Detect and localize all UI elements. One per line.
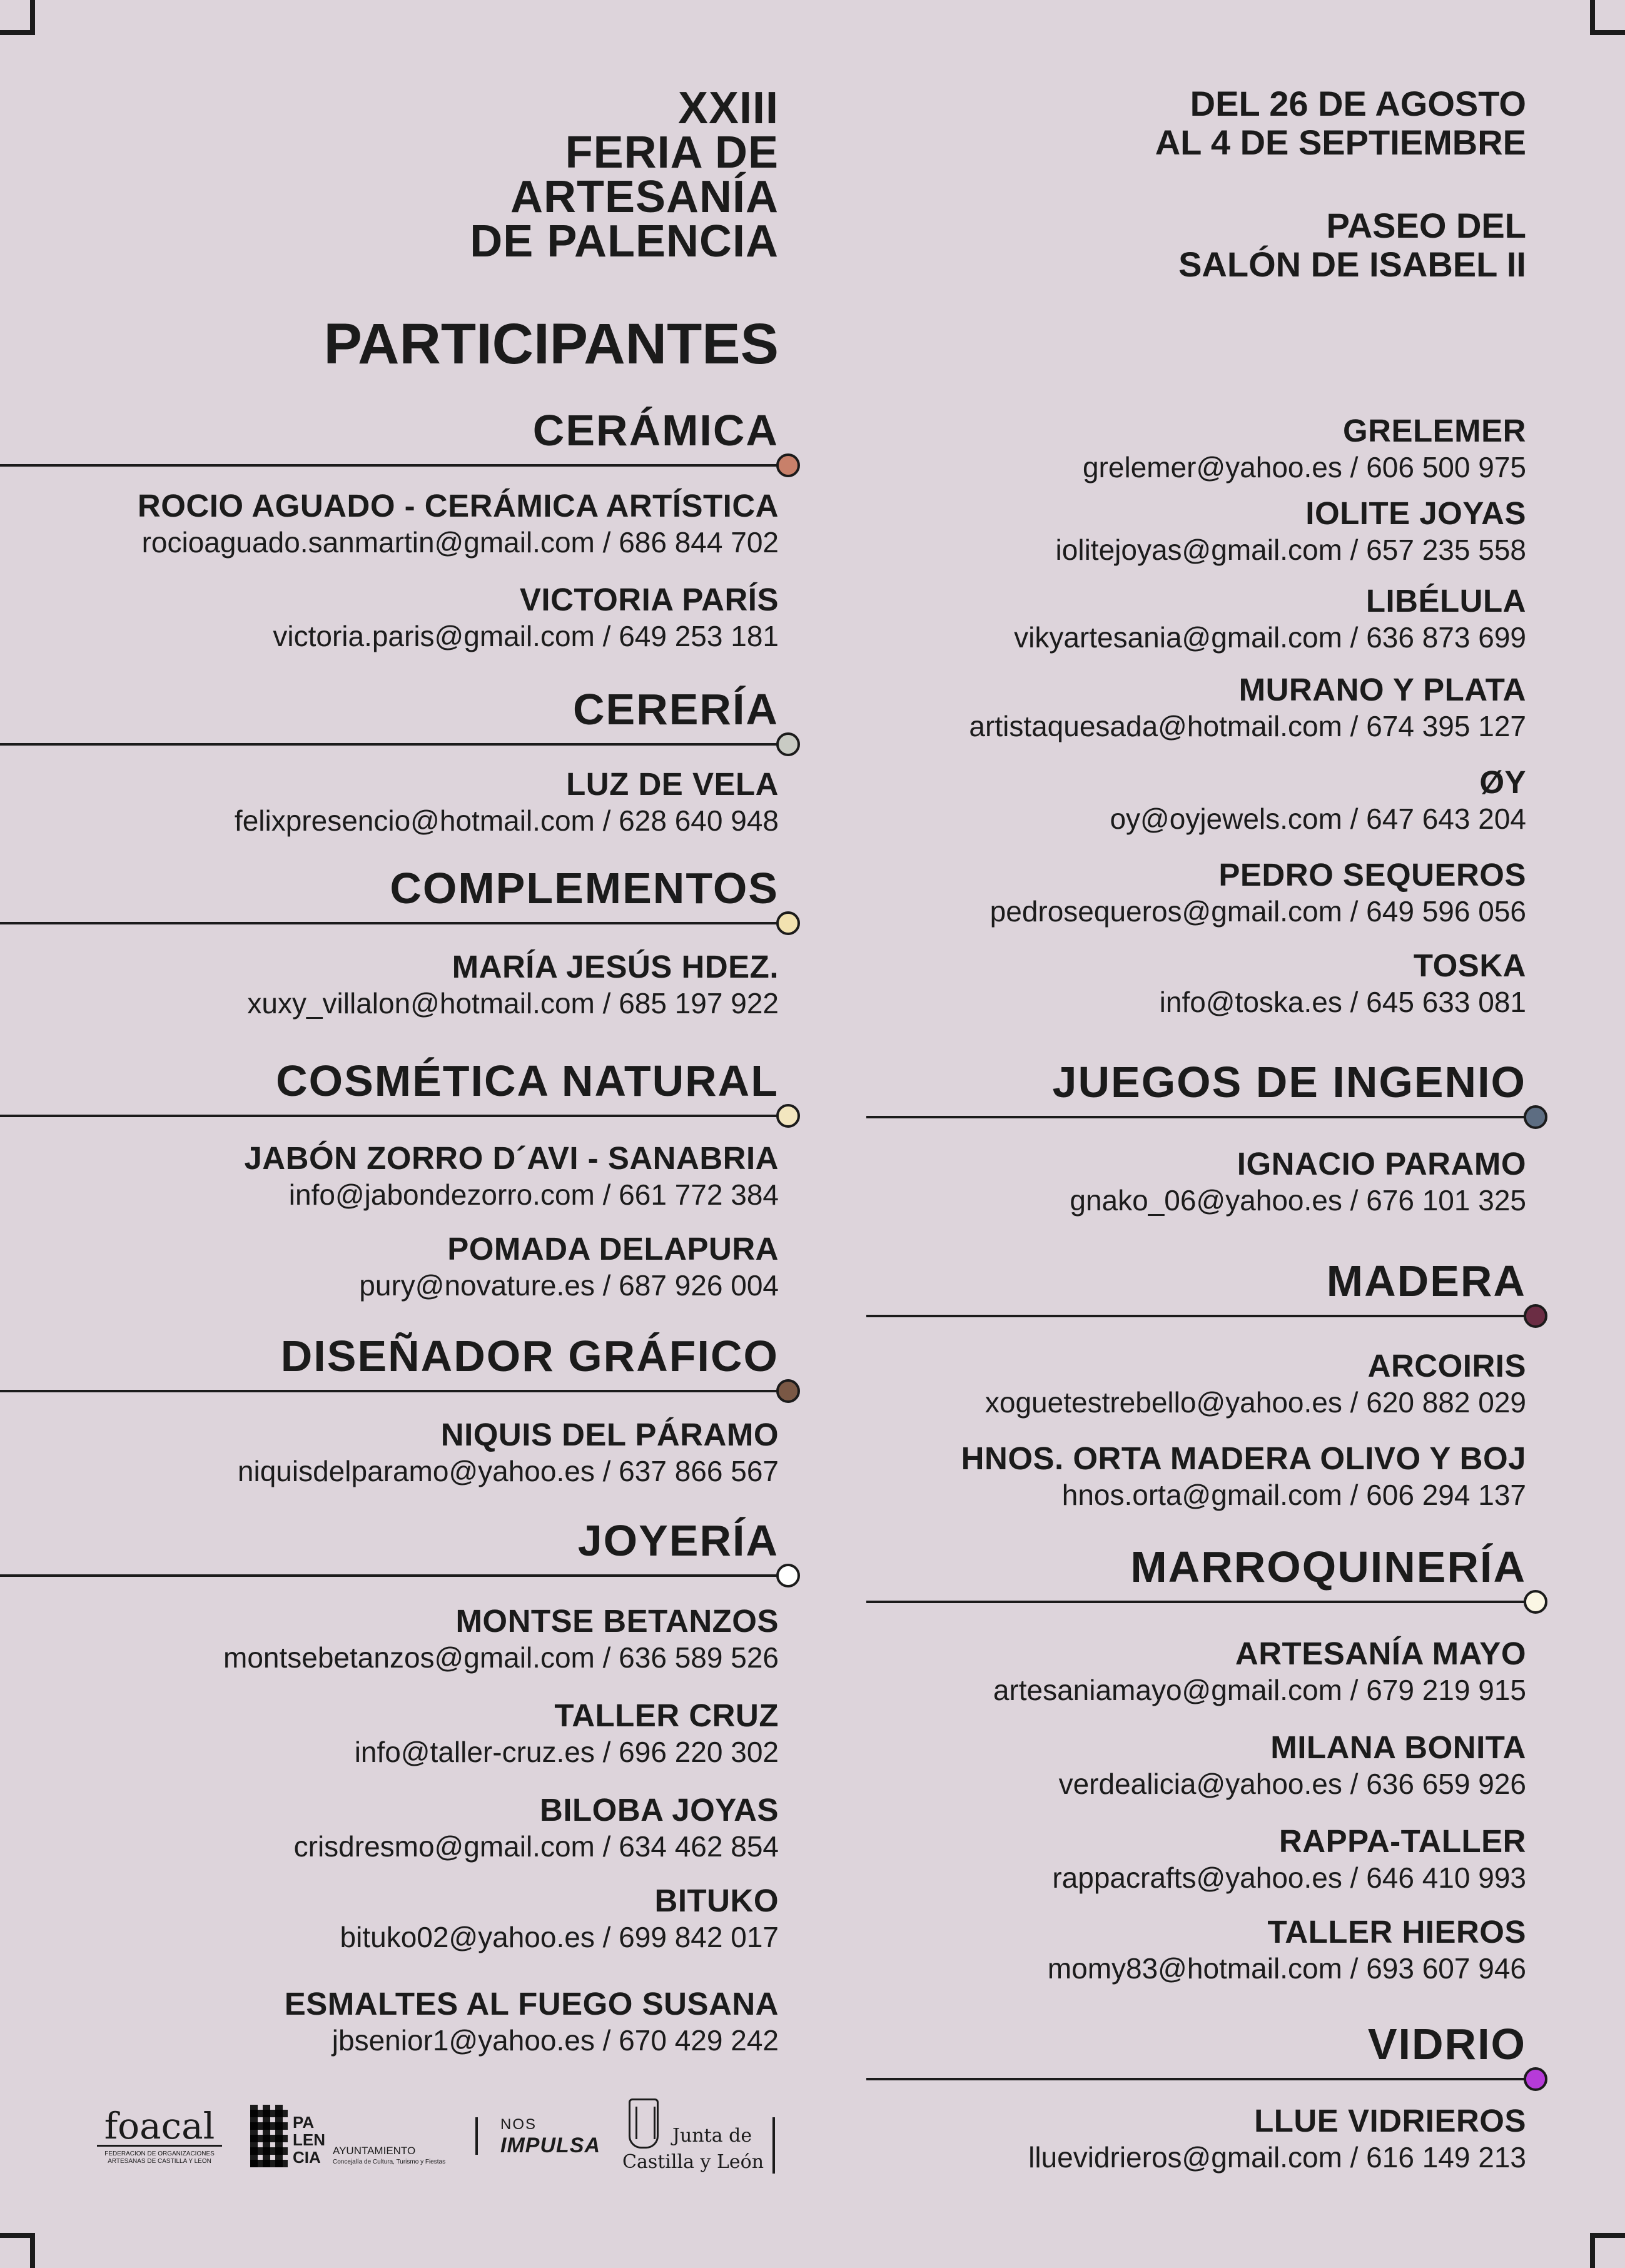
category-header-madera: [866, 1251, 1526, 1316]
left-column: [0, 0, 779, 2268]
participant-contact: victoria.paris@gmail.com / 649 253 181: [273, 620, 779, 652]
participant-name: HNOS. ORTA MADERA OLIVO Y BOJ: [961, 1440, 1526, 1476]
category-color-dot: [776, 1104, 800, 1128]
participant-name: JABÓN ZORRO D´AVI - SANABRIA: [244, 1140, 779, 1176]
foacal-subtitle: FEDERACION DE ORGANIZACIONES ARTESANAS DE CASTILLA Y LEON: [104, 2150, 215, 2165]
participant-name: ØY: [1479, 764, 1526, 800]
participant-entry: [1052, 1823, 1526, 1896]
participant-name: MONTSE BETANZOS: [455, 1603, 779, 1639]
category-color-dot: [776, 732, 800, 756]
participant-name: LIBÉLULA: [1365, 583, 1526, 619]
category-divider: [866, 1315, 1526, 1317]
participant-contact: xuxy_villalon@hotmail.com / 685 197 922: [247, 987, 779, 1020]
participant-name: LLUE VIDRIEROS: [1254, 2103, 1526, 2139]
participant-contact: artistaquesada@hotmail.com / 674 395 127: [969, 710, 1526, 742]
title-line: XXIII: [677, 83, 779, 133]
category-header-juegos-de-ingenio: [866, 1052, 1526, 1117]
category-header-disenador-grafico: [0, 1326, 779, 1391]
event-dates: [1155, 84, 1526, 162]
category-title: MADERA: [1326, 1257, 1526, 1305]
palencia-wordmark: [293, 2114, 325, 2166]
category-divider: [0, 922, 779, 924]
junta-castilla-leon-logo: [622, 2098, 764, 2180]
category-title: MARROQUINERÍA: [1130, 1542, 1526, 1591]
foacal-wordmark: foacal: [97, 2107, 222, 2147]
participant-entry: [247, 949, 779, 1021]
crop-mark-bottom-right: [1590, 2233, 1625, 2268]
participant-contact: niquisdelparamo@yahoo.es / 637 866 567: [237, 1455, 779, 1487]
participant-contact: pury@novature.es / 687 926 004: [359, 1269, 779, 1302]
palencia-emblem-icon: [250, 2105, 288, 2167]
participant-name: TOSKA: [1413, 948, 1526, 983]
coat-of-arms-icon: [629, 2098, 659, 2149]
category-title: JOYERÍA: [577, 1516, 779, 1565]
category-divider: [0, 464, 779, 467]
category-title: CERERÍA: [572, 685, 779, 734]
participant-name: NIQUIS DEL PÁRAMO: [440, 1417, 779, 1452]
participant-contact: info@toska.es / 645 633 081: [1159, 986, 1526, 1018]
participant-name: PEDRO SEQUEROS: [1218, 857, 1526, 893]
participant-contact: artesaniamayo@gmail.com / 679 219 915: [993, 1674, 1526, 1706]
participant-name: RAPPA-TALLER: [1278, 1823, 1526, 1859]
nos-impulsa-logo: [500, 2116, 600, 2158]
category-color-dot: [776, 1564, 800, 1587]
date-line: AL 4 DE SEPTIEMBRE: [1155, 123, 1526, 162]
logo-separator: [475, 2117, 478, 2155]
participant-entry: [138, 488, 779, 560]
category-header-ceramica: [0, 400, 779, 465]
category-title: DISEÑADOR GRÁFICO: [280, 1332, 779, 1380]
category-divider: [866, 1116, 1526, 1118]
title-line: ARTESANÍA: [510, 172, 779, 222]
category-header-joyeria: [0, 1511, 779, 1576]
impulsa-text: IMPULSA: [500, 2134, 600, 2157]
participant-name: MURANO Y PLATA: [1238, 672, 1526, 707]
logo-separator: [772, 2117, 775, 2174]
participant-entry: [1056, 495, 1526, 568]
palencia-ayuntamiento: AYUNTAMIENTO: [333, 2145, 416, 2157]
participant-contact: oy@oyjewels.com / 647 643 204: [1110, 802, 1526, 835]
category-title: CERÁMICA: [532, 406, 779, 455]
palencia-line: PA: [293, 2113, 315, 2132]
participant-entry: [969, 672, 1526, 744]
participant-contact: jbsenior1@yahoo.es / 670 429 242: [332, 2024, 779, 2057]
participant-entry: [294, 1792, 779, 1865]
palencia-logo: [250, 2105, 463, 2174]
category-title: VIDRIO: [1367, 2020, 1526, 2068]
participant-contact: pedrosequeros@gmail.com / 649 596 056: [990, 895, 1526, 928]
junta-text-1: Junta de: [672, 2125, 752, 2147]
participant-contact: info@taller-cruz.es / 696 220 302: [354, 1736, 779, 1768]
category-divider: [0, 1574, 779, 1577]
participant-name: MILANA BONITA: [1270, 1729, 1526, 1765]
sponsor-logos: [97, 2098, 785, 2180]
category-divider: [0, 1390, 779, 1392]
participant-contact: grelemer@yahoo.es / 606 500 975: [1082, 451, 1526, 483]
participant-entry: [1048, 1914, 1526, 1987]
category-title: COMPLEMENTOS: [390, 864, 779, 913]
participant-contact: iolitejoyas@gmail.com / 657 235 558: [1055, 534, 1526, 566]
crop-mark-top-right: [1590, 0, 1625, 35]
participant-entry: [985, 1348, 1526, 1420]
participant-contact: lluevidrieros@gmail.com / 616 149 213: [1028, 2141, 1526, 2174]
participant-entry: [273, 582, 779, 654]
participant-entry: [244, 1140, 779, 1213]
category-title: JUEGOS DE INGENIO: [1052, 1058, 1526, 1106]
participant-name: ROCIO AGUADO - CERÁMICA ARTÍSTICA: [137, 488, 779, 524]
category-color-dot: [776, 911, 800, 935]
nos-text: NOS: [500, 2116, 537, 2133]
participant-contact: rappacrafts@yahoo.es / 646 410 993: [1052, 1861, 1526, 1894]
participant-name: TALLER HIEROS: [1267, 1914, 1526, 1950]
participant-entry: [238, 1417, 779, 1489]
category-color-dot: [776, 1379, 800, 1403]
foacal-logo: [97, 2107, 222, 2165]
category-color-dot: [1524, 1590, 1547, 1614]
category-header-cosmetica-natural: [0, 1051, 779, 1116]
category-color-dot: [1524, 1304, 1547, 1328]
participant-contact: montsebetanzos@gmail.com / 636 589 526: [223, 1641, 779, 1674]
participant-contact: bituko02@yahoo.es / 699 842 017: [340, 1921, 779, 1953]
participant-name: ARCOIRIS: [1367, 1348, 1526, 1384]
place-line: PASEO DEL: [1326, 206, 1526, 245]
participant-name: MARÍA JESÚS HDEZ.: [452, 949, 779, 985]
participant-name: ESMALTES AL FUEGO SUSANA: [284, 1986, 779, 2022]
right-column: [866, 0, 1526, 2268]
participant-entry: [340, 1883, 779, 1955]
participant-name: IGNACIO PARAMO: [1237, 1146, 1526, 1182]
participant-name: LUZ DE VELA: [566, 766, 779, 802]
page-subtitle: PARTICIPANTES: [323, 312, 779, 376]
participant-entry: [990, 857, 1526, 929]
palencia-concejalia: Concejalía de Cultura, Turismo y Fiestas: [333, 2159, 446, 2165]
participant-name: POMADA DELAPURA: [447, 1231, 779, 1267]
participant-contact: felixpresencio@hotmail.com / 628 640 948: [234, 804, 779, 837]
category-header-complementos: [0, 858, 779, 923]
category-color-dot: [776, 453, 800, 477]
category-title: COSMÉTICA NATURAL: [276, 1056, 779, 1105]
participant-contact: rocioaguado.sanmartin@gmail.com / 686 844 702: [141, 526, 779, 559]
participant-entry: [1160, 948, 1526, 1020]
palencia-line: LEN: [293, 2130, 325, 2149]
participant-entry: [1014, 583, 1526, 656]
participant-entry: [1083, 413, 1526, 485]
participant-entry: [285, 1986, 779, 2058]
category-header-vidrio: [866, 2014, 1526, 2079]
category-divider: [866, 1601, 1526, 1603]
date-line: DEL 26 DE AGOSTO: [1190, 84, 1526, 123]
participant-contact: crisdresmo@gmail.com / 634 462 854: [293, 1830, 779, 1863]
title-line: DE PALENCIA: [470, 216, 779, 266]
participant-entry: [355, 1698, 779, 1770]
title-line: FERIA DE: [565, 128, 779, 178]
participant-contact: verdealicia@yahoo.es / 636 659 926: [1058, 1768, 1526, 1800]
participant-entry: [223, 1603, 779, 1676]
participant-name: GRELEMER: [1342, 413, 1526, 448]
junta-text-2: Castilla y León: [622, 2151, 764, 2173]
participant-entry: [1070, 1146, 1526, 1218]
place-line: SALÓN DE ISABEL II: [1178, 245, 1526, 284]
category-divider: [866, 2078, 1526, 2080]
participant-name: ARTESANÍA MAYO: [1235, 1636, 1526, 1671]
participant-entry: [1028, 2103, 1526, 2175]
participant-contact: hnos.orta@gmail.com / 606 294 137: [1061, 1479, 1526, 1511]
participant-entry: [359, 1231, 779, 1304]
category-color-dot: [1524, 1105, 1547, 1129]
participant-name: BITUKO: [654, 1883, 779, 1918]
category-divider: [0, 1115, 779, 1117]
participant-entry: [1110, 764, 1526, 837]
category-header-marroquineria: [866, 1537, 1526, 1602]
participant-name: TALLER CRUZ: [554, 1698, 779, 1733]
category-header-cereria: [0, 679, 779, 744]
palencia-line: CIA: [293, 2148, 321, 2167]
participant-contact: vikyartesania@gmail.com / 636 873 699: [1014, 621, 1526, 654]
participant-entry: [961, 1440, 1526, 1513]
participant-entry: [1059, 1729, 1526, 1802]
participant-contact: xoguetestrebello@yahoo.es / 620 882 029: [985, 1386, 1526, 1419]
participant-name: IOLITE JOYAS: [1305, 495, 1526, 531]
category-color-dot: [1524, 2067, 1547, 2091]
participant-name: BILOBA JOYAS: [540, 1792, 779, 1828]
participant-contact: gnako_06@yahoo.es / 676 101 325: [1070, 1184, 1526, 1217]
participant-entry: [993, 1636, 1526, 1708]
participant-contact: momy83@hotmail.com / 693 607 946: [1047, 1952, 1526, 1985]
participant-name: VICTORIA PARÍS: [519, 582, 779, 617]
participant-entry: [235, 766, 779, 839]
category-divider: [0, 743, 779, 746]
fair-title: [470, 83, 779, 266]
event-location: [1178, 206, 1526, 284]
participant-contact: info@jabondezorro.com / 661 772 384: [288, 1178, 779, 1211]
